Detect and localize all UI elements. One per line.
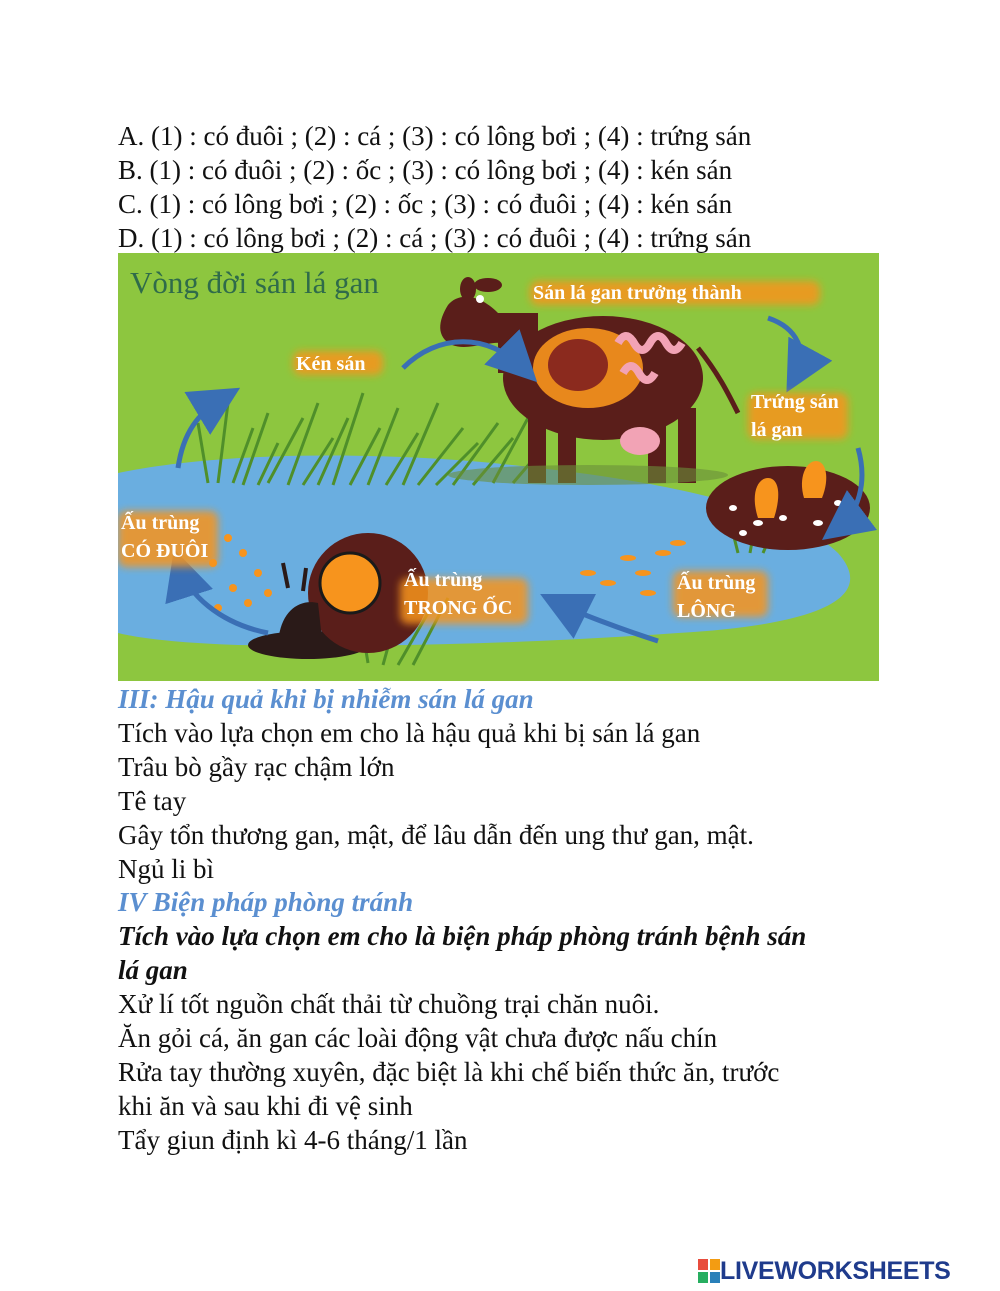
label-ciliated-larva-line2: LÔNG: [677, 600, 736, 622]
liveworksheets-wordmark: LIVEWORKSHEETS: [720, 1256, 951, 1285]
label-cyst: Kén sán: [296, 353, 366, 375]
label-ciliated-larva-line1: Ấu trùng: [677, 572, 756, 594]
section4-instruction-line1: Tích vào lựa chọn em cho là biện pháp phòng tránh bệnh sán: [118, 921, 807, 951]
section3-option-3[interactable]: Gây tổn thương gan, mật, để lâu dẫn đến ung thư gan, mật.: [118, 820, 754, 850]
option-a: A. (1) : có đuôi ; (2) : cá ; (3) : có lông bơi ; (4) : trứng sán: [118, 121, 752, 151]
label-tailed-larva-line1: Ấu trùng: [121, 512, 200, 534]
label-adult-fluke: Sán lá gan trưởng thành: [533, 282, 742, 304]
liveworksheets-logo: [698, 1258, 951, 1284]
liveworksheets-logo-icon: [698, 1259, 720, 1283]
section3-option-4[interactable]: Ngủ li bì: [118, 854, 215, 884]
option-c: C. (1) : có lông bơi ; (2) : ốc ; (3) : có đuôi ; (4) : kén sán: [118, 189, 733, 219]
section4-instruction-line2: lá gan: [118, 955, 188, 985]
section3-heading: III: Hậu quả khi bị nhiễm sán lá gan: [118, 684, 534, 714]
section4-heading: IV Biện pháp phòng tránh: [118, 887, 414, 917]
section4-option-1[interactable]: Xử lí tốt nguồn chất thải từ chuồng trại chăn nuôi.: [118, 989, 660, 1019]
section3-option-1[interactable]: Trâu bò gầy rạc chậm lớn: [118, 752, 395, 782]
label-tailed-larva-line2: CÓ ĐUÔI: [121, 540, 209, 562]
option-b: B. (1) : có đuôi ; (2) : ốc ; (3) : có lông bơi ; (4) : kén sán: [118, 155, 733, 185]
section4-option-3-line2[interactable]: khi ăn và sau khi đi vệ sinh: [118, 1091, 413, 1121]
section4-option-4[interactable]: Tẩy giun định kì 4-6 tháng/1 lần: [118, 1125, 468, 1155]
liver-fluke-life-cycle-diagram: [118, 253, 879, 681]
section4-option-2[interactable]: Ăn gỏi cá, ăn gan các loài động vật chưa được nấu chín: [118, 1023, 718, 1053]
label-snail-larva-line2: TRONG ỐC: [404, 597, 513, 619]
label-eggs-line1: Trứng sán: [751, 391, 839, 413]
section3-instruction: Tích vào lựa chọn em cho là hậu quả khi bị sán lá gan: [118, 718, 701, 748]
option-d: D. (1) : có lông bơi ; (2) : cá ; (3) : có đuôi ; (4) : trứng sán: [118, 223, 752, 253]
cow-shadow: [448, 465, 728, 485]
section3-option-2[interactable]: Tê tay: [118, 786, 187, 816]
label-eggs-line2: lá gan: [751, 419, 803, 441]
section4-option-3-line1[interactable]: Rửa tay thường xuyên, đặc biệt là khi chế biến thức ăn, trước: [118, 1057, 780, 1087]
diagram-title: Vòng đời sán lá gan: [130, 265, 379, 300]
label-snail-larva-line1: Ấu trùng: [404, 569, 483, 591]
